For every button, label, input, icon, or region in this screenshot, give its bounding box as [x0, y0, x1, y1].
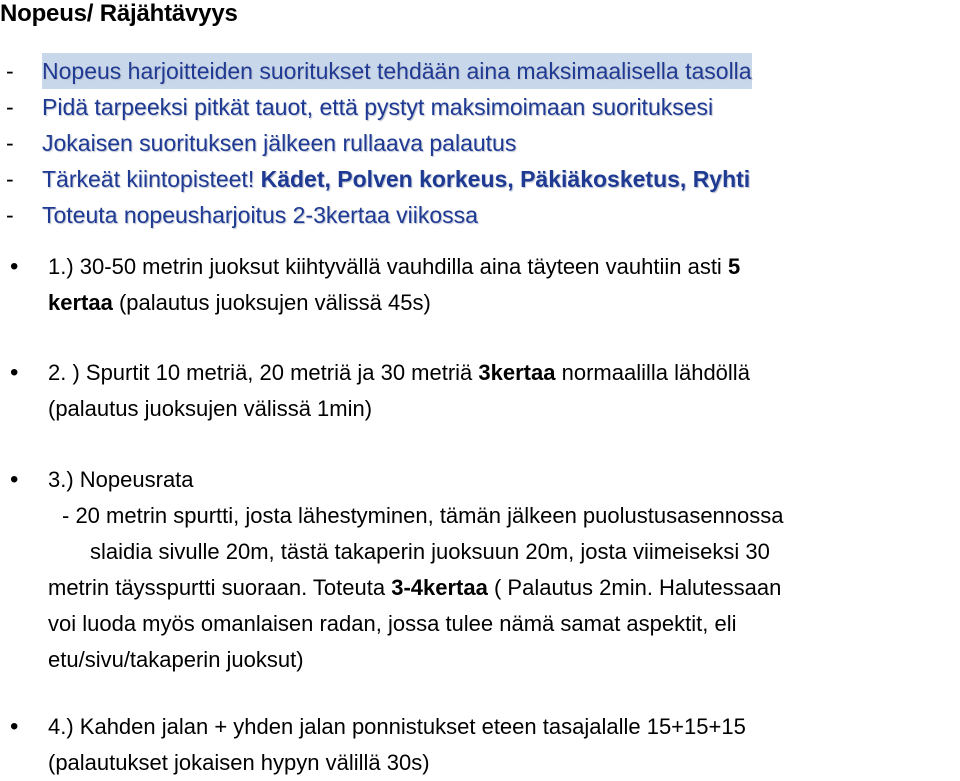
bullet-body	[48, 249, 960, 321]
dash-item-text: Toteuta nopeusharjoitus 2-3kertaa viikossa	[42, 202, 478, 228]
bullet-body	[48, 355, 960, 427]
bullet-bold-text: 5	[727, 254, 741, 279]
bullet-line	[48, 285, 960, 321]
dash-item-text: Nopeus harjoitteiden suoritukset tehdään aina maksimaalisella tasolla	[42, 53, 752, 89]
bullet-line: etu/sivu/takaperin juoksut)	[48, 647, 304, 672]
bullet-icon: •	[10, 713, 19, 740]
dash-item-plain: Tärkeät kiintopisteet!	[42, 166, 261, 192]
bullet-line: voi luoda myös omanlaisen radan, jossa tulee nämä samat aspektit, eli	[48, 611, 737, 636]
dash-marker: -	[6, 58, 14, 84]
bullet-line: 4.) Kahden jalan + yhden jalan ponnistukset eteen tasajalalle 15+15+15	[48, 714, 746, 739]
bullet-text: (palautus juoksujen välissä 45s)	[112, 290, 431, 315]
page-title: Nopeus/ Räjähtävyys	[0, 0, 238, 27]
bullet-text: ( Palautus 2min. Halutessaan	[487, 575, 782, 600]
bullet-line	[48, 249, 960, 285]
bullet-body	[48, 462, 960, 678]
bullet-text: normaalilla lähdöllä	[555, 360, 750, 385]
bullet-icon: •	[10, 359, 19, 386]
bullet-text: metrin täysspurtti suoraan. Toteuta	[48, 575, 392, 600]
bullet-line	[48, 570, 960, 606]
dash-marker: -	[6, 94, 14, 120]
dash-item-text	[42, 161, 750, 197]
dash-item-text: Pidä tarpeeksi pitkät tauot, että pystyt maksimoimaan suorituksesi	[42, 94, 714, 120]
bullet-bold-text: 3kertaa	[478, 360, 556, 385]
bullet-body	[48, 709, 960, 781]
bullet-line: 3.) Nopeusrata	[48, 467, 194, 492]
bullet-line: slaidia sivulle 20m, tästä takaperin juoksuun 20m, josta viimeiseksi 30	[90, 539, 770, 564]
dash-marker: -	[6, 130, 14, 156]
dash-item-bold: Kädet, Polven korkeus, Päkiäkosketus, Ryhti	[260, 166, 751, 192]
bullet-icon: •	[10, 466, 19, 493]
bullet-bold-text: 3-4kertaa	[391, 575, 488, 600]
bullet-bold-text: kertaa	[48, 290, 113, 315]
dash-marker: -	[6, 202, 14, 228]
dash-marker: -	[6, 166, 14, 192]
bullet-text: 1.) 30-50 metrin juoksut kiihtyvällä vauhdilla aina täyteen vauhtiin asti	[48, 254, 728, 279]
bullet-icon: •	[10, 253, 19, 280]
bullet-line: (palautukset jokaisen hypyn välillä 30s)	[48, 750, 430, 775]
dash-item-text: Jokaisen suorituksen jälkeen rullaava palautus	[42, 130, 517, 156]
bullet-line: - 20 metrin spurtti, josta lähestyminen, tämän jälkeen puolustusasennossa	[62, 503, 784, 528]
bullet-text: 2. ) Spurtit 10 metriä, 20 metriä ja 30 metriä	[48, 360, 479, 385]
bullet-line: (palautus juoksujen välissä 1min)	[48, 396, 373, 421]
bullet-line	[48, 355, 960, 391]
